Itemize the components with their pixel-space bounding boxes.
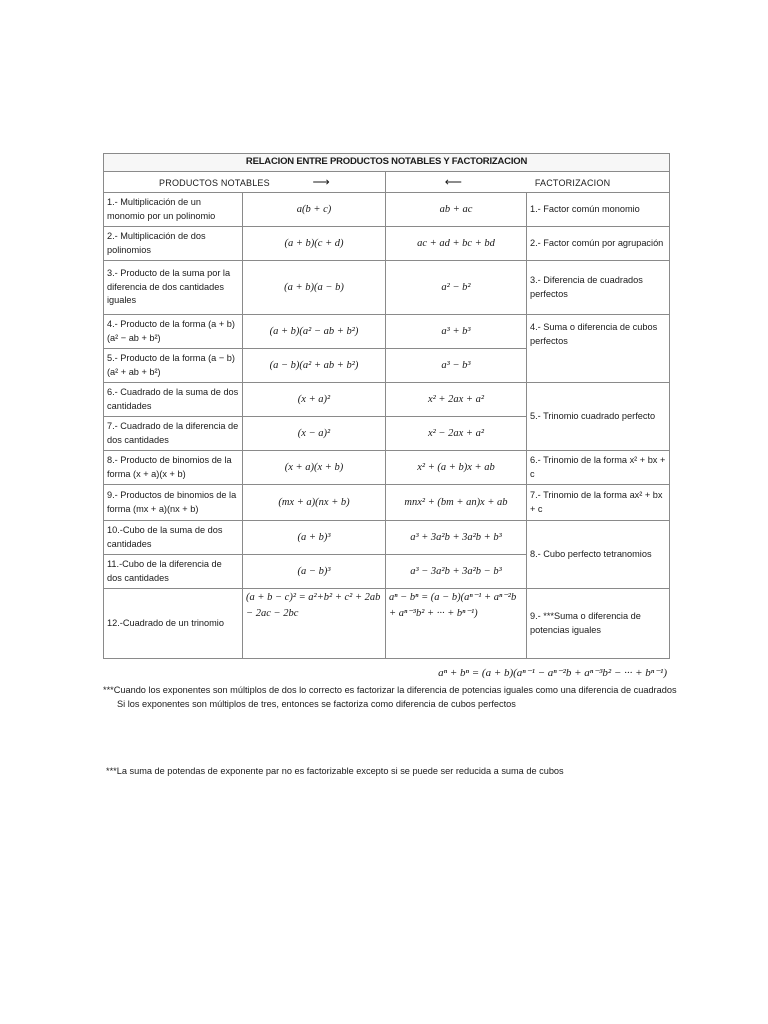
- table-row: [104, 383, 670, 417]
- table-row: [104, 485, 670, 521]
- row-desc: 12.-Cuadrado de un trinomio: [104, 589, 243, 659]
- notes: [103, 665, 677, 712]
- header-factorization-label: FACTORIZACION: [534, 178, 611, 188]
- table-row: [104, 521, 670, 555]
- row-desc: 2.- Multiplicación de dos polinomios: [104, 227, 243, 261]
- table-row: [104, 589, 670, 659]
- row-desc: 5.- Producto de la forma (a − b)(a² + ab + b²): [104, 349, 243, 383]
- row-product: (x − a)²: [243, 417, 386, 451]
- note-2: Si los exponentes son múltiplos de tres, entonces se factoriza como diferencia de cubos perfectos: [117, 699, 516, 710]
- table-row: [104, 193, 670, 227]
- row-factored: a³ − b³: [386, 349, 527, 383]
- row-factored: a³ + b³: [386, 315, 527, 349]
- row-factored: x² − 2ax + a²: [386, 417, 527, 451]
- row-desc: 7.- Cuadrado de la diferencia de dos cantidades: [104, 417, 243, 451]
- row-product: (x + a)(x + b): [243, 451, 386, 485]
- table-row: [104, 315, 670, 349]
- factorization-type: 3.- Diferencia de cuadrados perfectos: [527, 261, 670, 315]
- arrow-right-icon: ⟶: [312, 175, 330, 189]
- note-1: ***Cuando los exponentes son múltiplos de dos lo correcto es factorizar la diferencia de potencias iguales como una diferencia de cuadrados: [103, 684, 677, 695]
- row-factored: x² + 2ax + a²: [386, 383, 527, 417]
- row-factored: ac + ad + bc + bd: [386, 227, 527, 261]
- arrow-left-icon: ⟵: [444, 175, 463, 189]
- factorization-type: 6.- Trinomio de la forma x² + bx + c: [527, 451, 670, 485]
- row-desc: 3.- Producto de la suma por la diferencia de dos cantidades iguales: [104, 261, 243, 315]
- relation-table: [103, 153, 670, 659]
- factorization-type: 8.- Cubo perfecto tetranomios: [527, 521, 670, 589]
- row-desc: 6.- Cuadrado de la suma de dos cantidades: [104, 383, 243, 417]
- row-factored: a³ − 3a²b + 3a²b − b³: [386, 555, 527, 589]
- row-product: (a − b)(a² + ab + b²): [243, 349, 386, 383]
- row-factored: mnx² + (bm + an)x + ab: [386, 485, 527, 521]
- row-product: (a + b − c)² = a²+b² + c² + 2ab − 2ac − 2bc: [243, 589, 386, 659]
- row-desc: 9.- Productos de binomios de la forma (mx + a)(nx + b): [104, 485, 243, 521]
- row-factored: ab + ac: [386, 193, 527, 227]
- row-factored: a³ + 3a²b + 3a²b + b³: [386, 521, 527, 555]
- table-row: [104, 261, 670, 315]
- factorization-type: 4.- Suma o diferencia de cubos perfectos: [527, 315, 670, 383]
- row-product: (a + b)(a² − ab + b²): [243, 315, 386, 349]
- row-factored: a² − b²: [386, 261, 527, 315]
- table-title: RELACION ENTRE PRODUCTOS NOTABLES Y FACTORIZACION: [104, 154, 670, 172]
- factorization-type: 2.- Factor común por agrupación: [527, 227, 670, 261]
- row-factored: aⁿ − bⁿ = (a − b)(aⁿ⁻¹ + aⁿ⁻²b + aⁿ⁻³b² + ··· + bⁿ⁻¹): [386, 589, 527, 659]
- document: [103, 153, 677, 712]
- row-desc: 8.- Producto de binomios de la forma (x + a)(x + b): [104, 451, 243, 485]
- sum-of-powers-formula: aⁿ + bⁿ = (a + b)(aⁿ⁻¹ − aⁿ⁻²b + aⁿ⁻³b² − ··· + bⁿ⁻¹): [438, 667, 667, 679]
- row-product: (a + b)(a − b): [243, 261, 386, 315]
- row-product: a(b + c): [243, 193, 386, 227]
- factorization-type: 1.- Factor común monomio: [527, 193, 670, 227]
- row-desc: 1.- Multiplicación de un monomio por un polinomio: [104, 193, 243, 227]
- row-product: (a + b)(c + d): [243, 227, 386, 261]
- row-product: (mx + a)(nx + b): [243, 485, 386, 521]
- table-row: [104, 451, 670, 485]
- row-product: (a − b)³: [243, 555, 386, 589]
- header-products-label: PRODUCTOS NOTABLES: [159, 178, 270, 188]
- row-product: (x + a)²: [243, 383, 386, 417]
- note-3: ***La suma de potendas de exponente par no es factorizable excepto si se puede ser reducida a suma de cubos: [106, 766, 564, 776]
- row-product: (a + b)³: [243, 521, 386, 555]
- header-factorization: [386, 172, 670, 193]
- factorization-type: 7.- Trinomio de la forma ax² + bx + c: [527, 485, 670, 521]
- row-desc: 10.-Cubo de la suma de dos cantidades: [104, 521, 243, 555]
- factorization-type: 9.- ***Suma o diferencia de potencias iguales: [527, 589, 670, 659]
- header-products: [104, 172, 386, 193]
- row-factored: x² + (a + b)x + ab: [386, 451, 527, 485]
- table-row: [104, 227, 670, 261]
- factorization-type: 5.- Trinomio cuadrado perfecto: [527, 383, 670, 451]
- row-desc: 4.- Producto de la forma (a + b)(a² − ab + b²): [104, 315, 243, 349]
- row-desc: 11.-Cubo de la diferencia de dos cantidades: [104, 555, 243, 589]
